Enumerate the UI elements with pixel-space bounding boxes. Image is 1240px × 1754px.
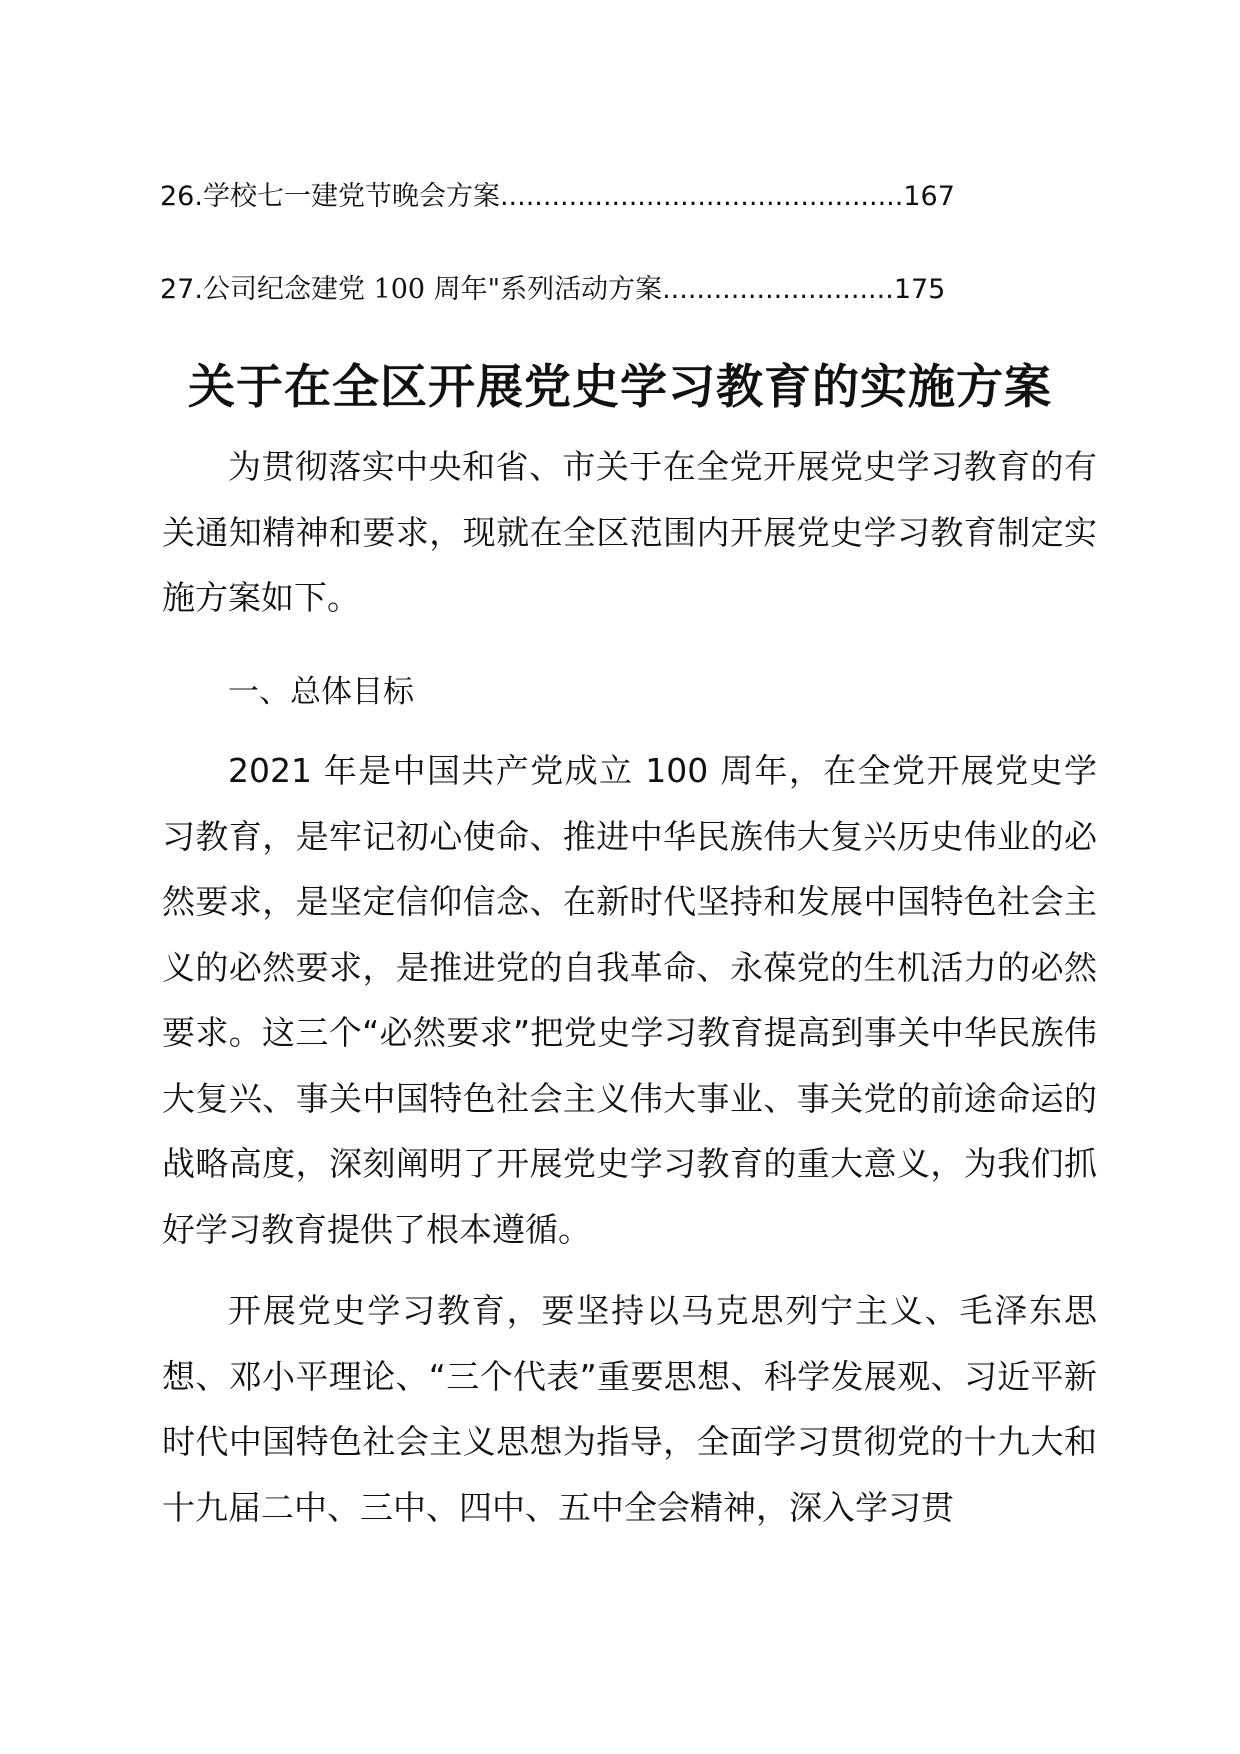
toc-entry-27[interactable] bbox=[160, 267, 945, 313]
toc-entry-number: 27. bbox=[160, 274, 203, 305]
intro-paragraph: 为贯彻落实中央和省、市关于在全党开展党史学习教育的有关通知精神和要求，现就在全区范围内开展党史学习教育制定实施方案如下。 bbox=[162, 447, 1097, 617]
toc-entry-title: 公司纪念建党 100 周年"系列活动方案 bbox=[202, 274, 663, 305]
toc-entry-26[interactable] bbox=[160, 174, 955, 220]
toc-entry-number: 26. bbox=[160, 181, 203, 212]
toc-entry-title: 学校七一建党节晚会方案 bbox=[202, 181, 500, 212]
toc-entry-leader-dots: ........................... bbox=[662, 274, 894, 305]
toc-entry-page-number: 175 bbox=[893, 274, 946, 305]
toc-entry-leader-dots: ............................................... bbox=[499, 181, 904, 212]
body-paragraph-1: 2021 年是中国共产党成立 100 周年，在全党开展党史学习教育，是牢记初心使命、推进中华民族伟大复兴历史伟业的必然要求，是坚定信仰信念、在新时代坚持和发展中国特色社会主义的必然要求，是推进党的自我革命、永葆党的生机活力的必然要求。这三个“必然要求”把党史学习教育提高到事关中华民族伟大复兴、事关中国特色社会主义伟大事业、事关党的前途命运的战略高度，深刻阐明了开展党史学习教育的重大意义，为我们抓好学习教育提供了根本遵循。 bbox=[162, 751, 1097, 1249]
document-title: 关于在全区开展党史学习教育的实施方案 bbox=[188, 360, 1052, 415]
body-paragraph-2: 开展党史学习教育，要坚持以马克思列宁主义、毛泽东思想、邓小平理论、“三个代表”重要思想、科学发展观、习近平新时代中国特色社会主义思想为指导，全面学习贯彻党的十九大和十九届二中、三中、四中、五中全会精神，深入学习贯 bbox=[162, 1291, 1097, 1527]
toc-entry-page-number: 167 bbox=[903, 181, 955, 212]
section-heading-overall-goal: 一、总体目标 bbox=[228, 674, 414, 710]
